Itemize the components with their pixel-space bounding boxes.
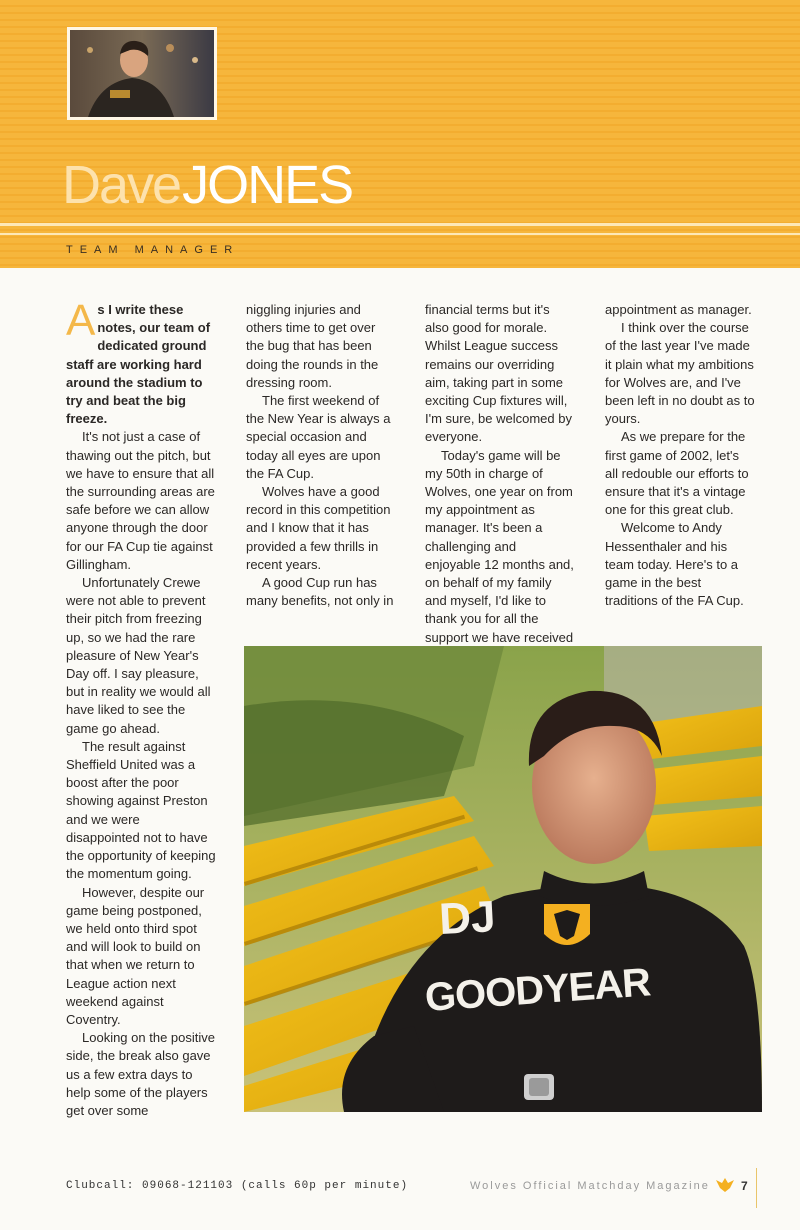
paragraph: A good Cup run has many benefits, not only in [246,575,394,609]
paragraph: However, despite our game being postponed, we held onto third spot and will look to build on that when we return to League action next weekend against Coventry. [66,884,205,1027]
wolves-crest-icon [544,904,590,945]
article-column-3 [425,301,575,665]
edge-divider [756,1168,757,1208]
magazine-name: Wolves Official Matchday Magazine [470,1180,710,1192]
article-column-4 [605,301,755,610]
dropcap: A [66,296,96,345]
manager-stadium-photo [244,646,762,1112]
paragraph: Looking on the positive side, the break also gave us a few extra days to help some of the players get over some [66,1030,215,1118]
paragraph: Today's game will be my 50th in charge of Wolves, one year on from my appointment as manager. It's been a challenging and enjoyable 12 months and, on behalf of my family and myself, I'd like to thank you for all the support we have received [425,447,574,645]
paragraph: As we prepare for the first game of 2002, let's all redouble our efforts to ensure that it's a vintage one for this great club. [605,429,749,518]
role-label: TEAM MANAGER [66,244,240,256]
header-rule [0,233,800,235]
paragraph: The first weekend of the New Year is always a special occasion and today all eyes are upon the FA Cup. [246,393,391,481]
clubcall-footer: Clubcall: 09068-121103 (calls 60p per minute) [66,1180,409,1192]
title-last-name: JONES [182,155,353,215]
article-column-2 [246,301,396,610]
shirt-initials: DJ [437,892,497,944]
page-title [62,145,352,225]
paragraph: It's not just a case of thawing out the pitch, but we have to ensure that all the surrounding areas are safe before we can allow anyone through the door for our FA Cup tie against Gillingham. [66,429,215,572]
paragraph: Wolves have a good record in this competition and I know that it has provided a few thrills in recent years. [246,484,391,572]
paragraph: Unfortunately Crewe were not able to prevent their pitch from freezing up, so we had the rare pleasure of New Year's Day off. I say pleasure, but in reality we would all have liked to see the game go ahead. [66,575,211,736]
title-first-name: Dave [62,155,181,215]
paragraph: niggling injuries and others time to get over the bug that has been doing the rounds in the dressing room. [246,302,379,390]
header-banner [0,0,800,268]
intro-text: s I write these notes, our team of dedicated ground staff are working hard around the stadium to try and beat the big freeze. [66,302,211,427]
paragraph: I think over the course of the last year I've made it plain what my ambitions for Wolves are, and I've been left in no doubt as to yours. [605,320,755,427]
intro-paragraph [66,296,216,428]
page-number: 7 [741,1179,748,1193]
paragraph: Welcome to Andy Hessenthaler and his team today. Here's to a game in the best traditions of the FA Cup. [605,520,744,609]
paragraph: appointment as manager. [605,302,752,317]
article-column-1 [66,296,216,1120]
paragraph: The result against Sheffield United was a boost after the poor showing against Preston and we were disappointed not to have the opportunity of keeping the momentum going. [66,738,216,882]
manager-thumbnail-photo [67,27,217,120]
paragraph: financial terms but it's also good for morale. Whilst League success remains our overriding aim, taking part in some exciting Cup fixtures will, I'm sure, be welcomed by everyone. [425,302,572,445]
shirt-sponsor: GOODYEAR [423,960,652,1020]
wolf-head-icon [716,1178,734,1192]
